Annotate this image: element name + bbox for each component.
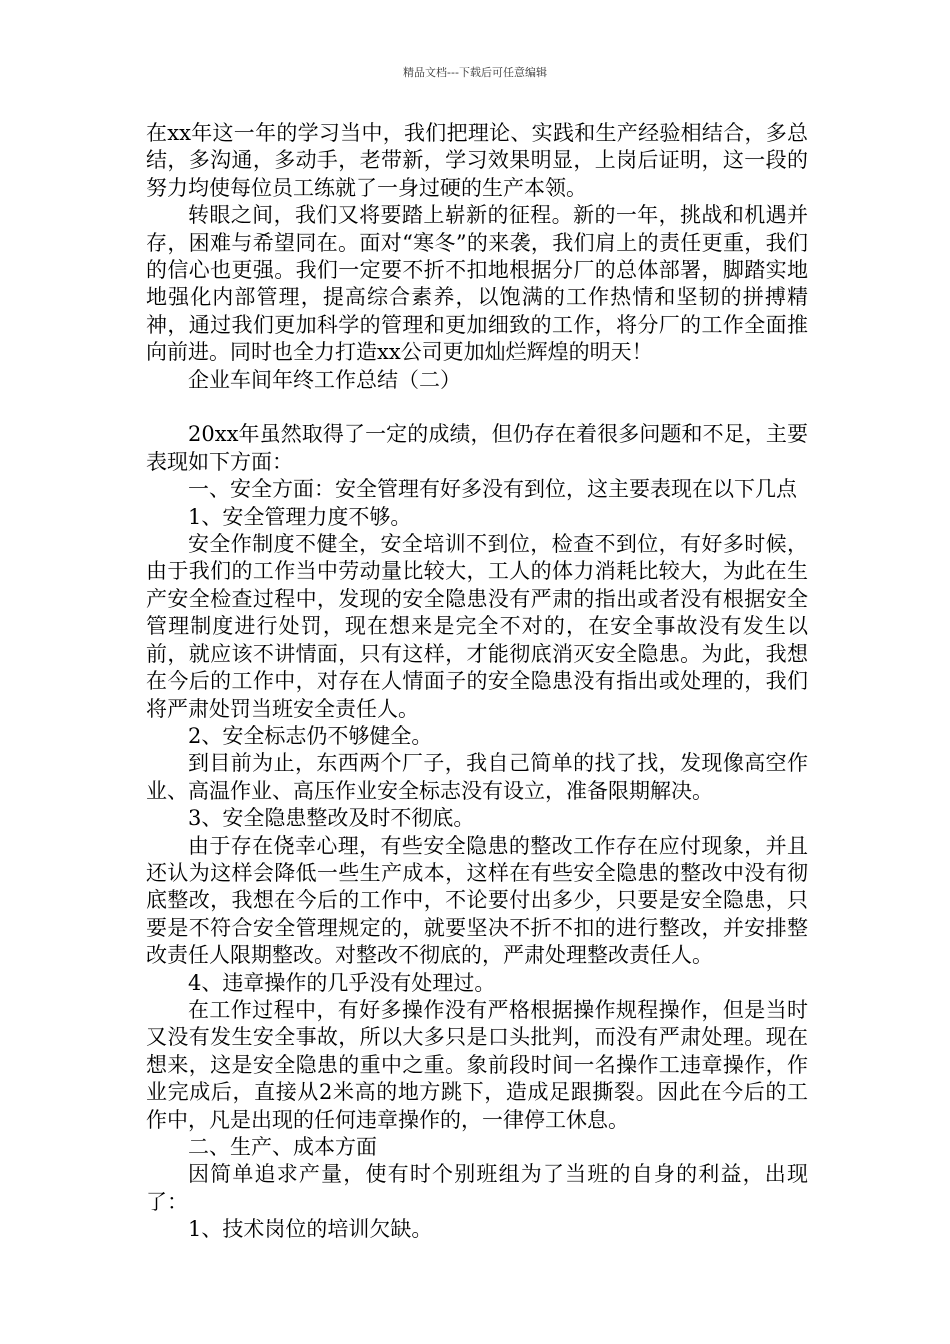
item-violations: 4、违章操作的几乎没有处理过。 [188, 970, 496, 995]
paragraph-hazard-rectification: 由于存在侥幸心理，有些安全隐患的整改工作存在应付现象，并且还认为这样会降低一些生产成本，这样在有些安全隐患的整改中没有彻底整改，我想在今后的工作中，不论要付出多少，只要是安全隐患，只要是不符合安全管理规定的，就要坚决不折不扣的进行整改，并安排整改责任人限期整改。对整改不彻底的，严肃处理整改责任人。 [146, 833, 808, 968]
item-safety-signs: 2、安全标志仍不够健全。 [188, 723, 433, 748]
blank-line [146, 394, 808, 421]
section-title: 企业车间年终工作总结（二） [188, 367, 461, 392]
paragraph-safety-management: 安全作制度不健全，安全培训不到位，检查不到位，有好多时候，由于我们的工作当中劳动量比较大，工人的体力消耗比较大，为此在生产安全检查过程中，发现的安全隐患没有严肃的指出或者没有根据安全管理制度进行处罚，现在想来是完全不对的，在安全事故没有发生以前，就应该不讲情面，只有这样，才能彻底消灭安全隐患。为此，我想在今后的工作中，对存在人情面子的安全隐患没有指出或处理的，我们将严肃处罚当班安全责任人。 [146, 532, 808, 721]
item-training: 1、技术岗位的培训欠缺。 [188, 1217, 433, 1242]
heading-production-cost: 二、生产、成本方面 [188, 1135, 377, 1160]
paragraph-violations: 在工作过程中，有好多操作没有严格根据操作规程操作，但是当时又没有发生安全事故，所以大多只是口头批判，而没有严肃处理。现在想来，这是安全隐患的重中之重。象前段时间一名操作工违章操作，作业完成后，直接从2米高的地方跳下，造成足跟撕裂。因此在今后的工作中，凡是出现的任何违章操作的，一律停工休息。 [146, 997, 808, 1132]
item-safety-management: 1、安全管理力度不够。 [188, 504, 412, 529]
paragraph-continuation: 在xx年这一年的学习当中，我们把理论、实践和生产经验相结合，多总结，多沟通，多动手，老带新，学习效果明显，上岗后证明，这一段的努力均使每位员工练就了一身过硬的生产本领。 [146, 121, 808, 200]
item-hazard-rectification: 3、安全隐患整改及时不彻底。 [188, 806, 475, 831]
paragraph-new-year-outlook: 转眼之间，我们又将要踏上崭新的征程。新的一年，挑战和机遇并存，困难与希望同在。面对“寒冬”的来袭，我们肩上的责任更重，我们的信心也更强。我们一定要不折不扣地根据分厂的总体部署，脚踏实地地强化内部管理，提高综合素养，以饱满的工作热情和坚韧的拼搏精神，通过我们更加科学的管理和更加细致的工作，将分厂的工作全面推向前进。同时也全力打造xx公司更加灿烂辉煌的明天！ [146, 203, 808, 365]
page-header: 精品文档---下载后可任意编辑 [403, 66, 547, 79]
paragraph-intro: 20xx年虽然取得了一定的成绩，但仍存在着很多问题和不足，主要表现如下方面： [146, 422, 808, 474]
paragraph-safety-signs: 到目前为止，东西两个厂子，我自己简单的找了找，发现像高空作业、高温作业、高压作业安全标志没有设立，准备限期解决。 [146, 751, 808, 803]
paragraph-production-cost: 因简单追求产量，使有时个别班组为了当班的自身的利益，出现了： [146, 1162, 808, 1214]
document-body [146, 120, 808, 1244]
heading-safety: 一、安全方面：安全管理有好多没有到位，这主要表现在以下几点 [188, 477, 797, 502]
